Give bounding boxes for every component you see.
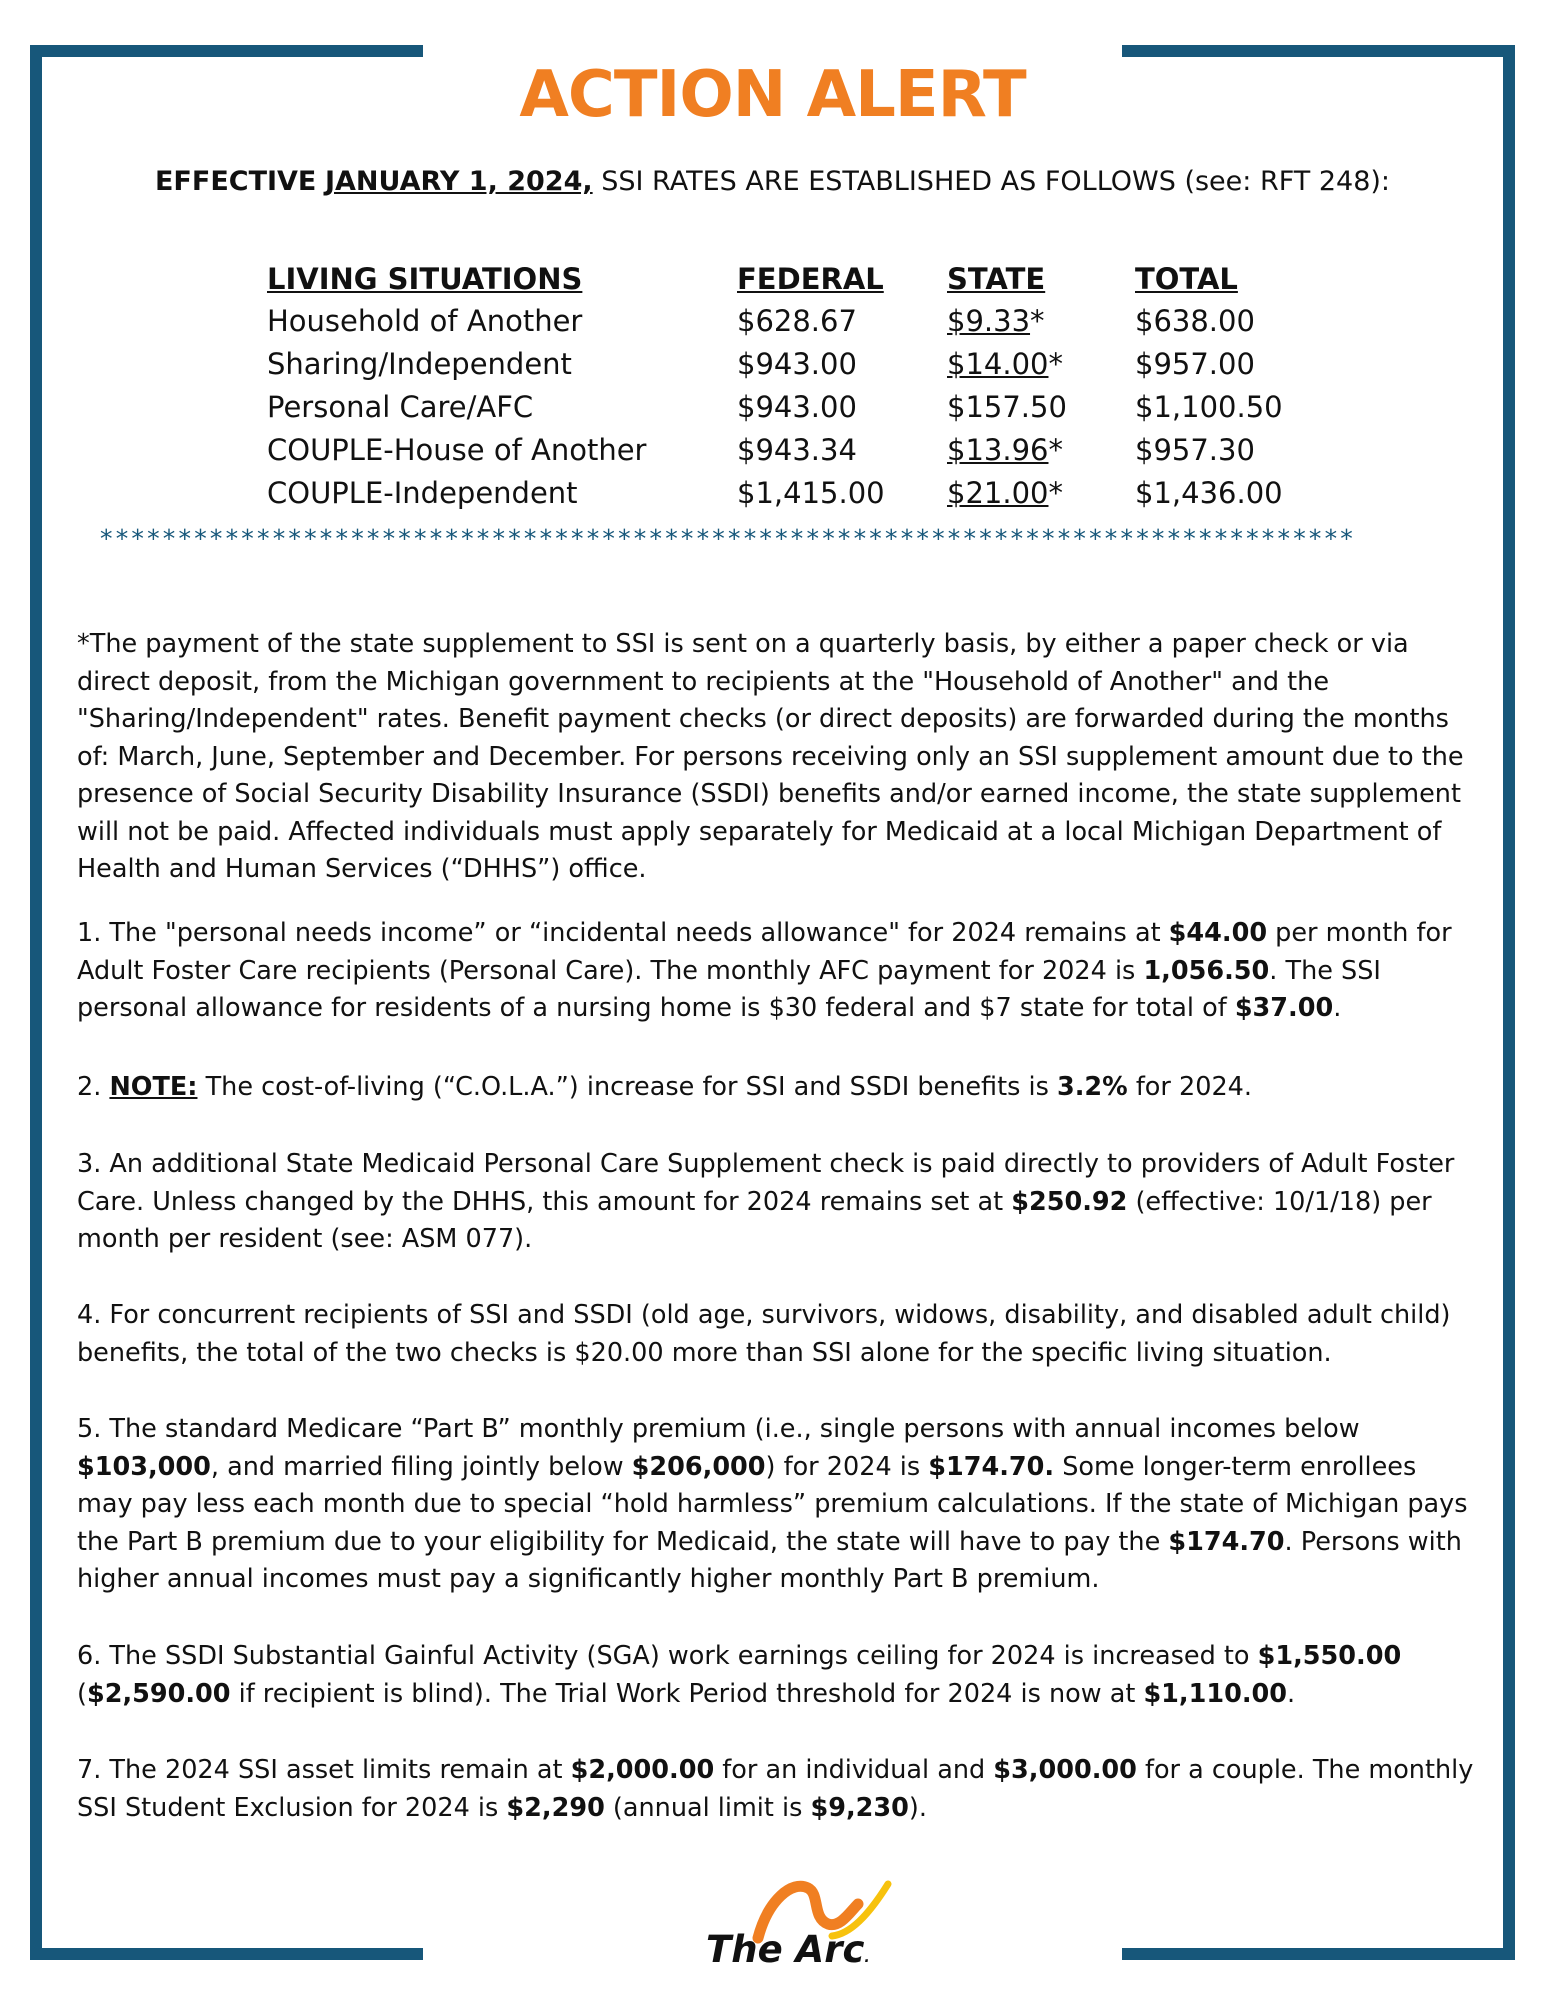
state-cell bbox=[947, 304, 1135, 347]
item-5-text-i: . Persons with higher annual incomes must pay a significantly higher monthly Part B premium. bbox=[77, 1526, 1462, 1594]
rates-row bbox=[267, 476, 1315, 519]
item-5-premium-2: $174.70 bbox=[1168, 1526, 1285, 1557]
item-2-cola: 3.2% bbox=[1056, 1072, 1128, 1102]
state-asterisk: * bbox=[1048, 347, 1063, 381]
header-living-situations: LIVING SITUATIONS bbox=[267, 262, 583, 296]
total-cell: $1,100.50 bbox=[1135, 390, 1283, 424]
item-2-text-d: for 2024. bbox=[1127, 1072, 1252, 1102]
subtitle-prefix: EFFECTIVE bbox=[154, 166, 317, 197]
item-5-amount-206000: $206,000 bbox=[631, 1451, 766, 1482]
state-cell bbox=[947, 390, 1135, 433]
header-federal: FEDERAL bbox=[737, 262, 884, 296]
item-5-text-c: , and married filing jointly below bbox=[210, 1451, 632, 1482]
state-value: $9.33 bbox=[947, 304, 1031, 338]
item-6-text-e: if recipient is blind). The Trial Work Period threshold for 2024 is now at bbox=[230, 1678, 1144, 1709]
item-2-note: NOTE: bbox=[109, 1072, 198, 1102]
living-situation-cell: Sharing/Independent bbox=[267, 347, 572, 381]
item-5-text-a: 5. The standard Medicare “Part B” monthly premium (i.e., single persons with annual incomes below bbox=[77, 1414, 1360, 1444]
state-cell bbox=[947, 476, 1135, 519]
page-title: ACTION ALERT bbox=[519, 58, 1026, 132]
subtitle bbox=[60, 166, 1485, 197]
item-3-text-c: (effective: 10/1/18) per month per resident (see: ASM 077). bbox=[77, 1186, 1432, 1254]
divider: ******************************************************************************** bbox=[100, 524, 1356, 553]
frame-top-right bbox=[1122, 45, 1515, 57]
federal-cell: $943.00 bbox=[737, 390, 857, 424]
item-1-amount-afc: 1,056.50 bbox=[1143, 955, 1270, 986]
rates-header-row bbox=[267, 262, 1315, 304]
item-6 bbox=[77, 1638, 1477, 1713]
federal-cell: $1,415.00 bbox=[737, 476, 885, 510]
item-3 bbox=[77, 1146, 1477, 1259]
federal-cell: $943.00 bbox=[737, 347, 857, 381]
item-7-text-c: for an individual and bbox=[714, 1755, 994, 1785]
item-7-individual-limit: $2,000.00 bbox=[570, 1755, 715, 1785]
item-6-text-a: 6. The SSDI Substantial Gainful Activity (SGA) work earnings ceiling for 2024 is increased to bbox=[77, 1641, 1258, 1671]
state-value: $157.50 bbox=[947, 390, 1067, 424]
logo-text bbox=[706, 1928, 870, 1971]
item-7-text-i: ). bbox=[908, 1792, 927, 1823]
rates-row bbox=[267, 347, 1315, 390]
state-asterisk: * bbox=[1048, 476, 1063, 510]
header-state: STATE bbox=[947, 262, 1046, 296]
footnote: *The payment of the state supplement to SSI is sent on a quarterly basis, by either a paper check or via direct deposit, from the Michigan government to recipients at the "Household of Another" and the "Sharing/Independent" rates. Benefit payment checks (or direct deposits) are forwarded during the months of: March, June, September and December. For persons receiving only an SSI supplement amount due to the presence of Social Security Disability Insurance (SSDI) benefits and/or earned income, the state supplement will not be paid. Affected individuals must apply separately for Medicaid at a local Michigan Department of Health and Human Services (“DHHS”) office. bbox=[77, 629, 1464, 884]
subtitle-date: JANUARY 1, 2024, bbox=[324, 166, 593, 197]
frame-bottom-right bbox=[1122, 1948, 1515, 1960]
total-cell: $957.00 bbox=[1135, 347, 1255, 381]
living-situation-cell: Personal Care/AFC bbox=[267, 390, 534, 424]
frame-left bbox=[30, 45, 42, 1960]
living-situation-cell: COUPLE-Independent bbox=[267, 476, 578, 510]
rates-body bbox=[267, 304, 1315, 519]
item-1-amount-44: $44.00 bbox=[1168, 918, 1268, 948]
item-7-student-exclusion: $2,290 bbox=[506, 1792, 605, 1823]
item-1-text-g: . bbox=[1333, 993, 1342, 1023]
living-situation-cell: COUPLE-House of Another bbox=[267, 433, 647, 467]
item-6-twp: $1,110.00 bbox=[1143, 1678, 1288, 1709]
rates-row bbox=[267, 304, 1315, 347]
item-3-text-a: 3. An additional State Medicaid Personal Care Supplement check is paid directly to providers of Adult Foster Care. Unless changed by the DHHS, this amount for 2024 remains set at bbox=[77, 1149, 1455, 1217]
item-7-text-g: (annual limit is bbox=[604, 1792, 811, 1823]
item-6-text-c: ( bbox=[77, 1678, 87, 1709]
item-5-text-e: ) for 2024 is bbox=[765, 1451, 929, 1482]
item-7-couple-limit: $3,000.00 bbox=[993, 1755, 1137, 1785]
total-cell: $957.30 bbox=[1135, 433, 1255, 467]
item-7-text-a: 7. The 2024 SSI asset limits remain at bbox=[77, 1755, 571, 1785]
item-3-amount: $250.92 bbox=[1011, 1186, 1128, 1217]
item-6-sga: $1,550.00 bbox=[1257, 1641, 1402, 1671]
item-1-text-c: per month for Adult Foster Care recipients (Personal Care). The monthly AFC payment for 2024 is bbox=[77, 918, 1452, 986]
total-cell: $638.00 bbox=[1135, 304, 1255, 338]
frame-bottom-left bbox=[30, 1948, 423, 1960]
state-asterisk: * bbox=[1030, 304, 1045, 338]
state-cell bbox=[947, 347, 1135, 390]
living-situation-cell: Household of Another bbox=[267, 304, 583, 338]
item-1 bbox=[77, 915, 1477, 1028]
item-1-text-a: 1. The "personal needs income” or “incidental needs allowance" for 2024 remains at bbox=[77, 918, 1169, 948]
item-2 bbox=[77, 1069, 1477, 1107]
item-5-premium: $174.70. bbox=[928, 1451, 1055, 1482]
header-total: TOTAL bbox=[1135, 262, 1238, 296]
total-cell: $1,436.00 bbox=[1135, 476, 1283, 510]
item-2-text-b: The cost-of-living (“C.O.L.A.”) increase for SSI and SSDI benefits is bbox=[197, 1072, 1057, 1102]
item-6-text-g: . bbox=[1287, 1678, 1296, 1709]
item-5-text-g: Some longer-term enrollees may pay less each month due to special “hold harmless” premium calculations. If the state of Michigan pays the Part B premium due to your eligibility for Medicaid, the state will have to pay the bbox=[77, 1451, 1468, 1557]
rates-table bbox=[267, 262, 1315, 519]
subtitle-rest: SSI RATES ARE ESTABLISHED AS FOLLOWS (see: RFT 248): bbox=[592, 166, 1391, 197]
state-value: $13.96 bbox=[947, 433, 1049, 467]
state-asterisk: * bbox=[1048, 433, 1063, 467]
item-2-number: 2. bbox=[77, 1072, 110, 1102]
item-5-amount-103000: $103,000 bbox=[77, 1451, 211, 1482]
state-cell bbox=[947, 433, 1135, 476]
federal-cell: $628.67 bbox=[737, 304, 857, 338]
item-5 bbox=[77, 1411, 1477, 1599]
state-value: $14.00 bbox=[947, 347, 1049, 381]
item-7 bbox=[77, 1752, 1477, 1827]
rates-row bbox=[267, 433, 1315, 476]
logo-wordmark: The Arc bbox=[706, 1928, 865, 1971]
state-value: $21.00 bbox=[947, 476, 1049, 510]
logo-mark: . bbox=[864, 1950, 870, 1966]
federal-cell: $943.34 bbox=[737, 433, 857, 467]
frame-right bbox=[1503, 45, 1515, 1960]
item-4 bbox=[77, 1297, 1477, 1372]
item-7-text-e: for a couple. The monthly SSI Student Exclusion for 2024 is bbox=[77, 1755, 1474, 1823]
item-1-amount-37: $37.00 bbox=[1234, 993, 1334, 1023]
item-6-sga-blind: $2,590.00 bbox=[86, 1678, 231, 1709]
item-7-annual-limit: $9,230 bbox=[810, 1792, 909, 1823]
item-1-text-e: . The SSI personal allowance for residents of a nursing home is $30 federal and $7 state for total of bbox=[77, 955, 1381, 1023]
item-4-text: 4. For concurrent recipients of SSI and SSDI (old age, survivors, widows, disability, and disabled adult child) benefits, the total of the two checks is $20.00 more than SSI alone for the specific living situation. bbox=[77, 1300, 1451, 1368]
rates-row bbox=[267, 390, 1315, 433]
frame-top-left bbox=[30, 45, 423, 57]
